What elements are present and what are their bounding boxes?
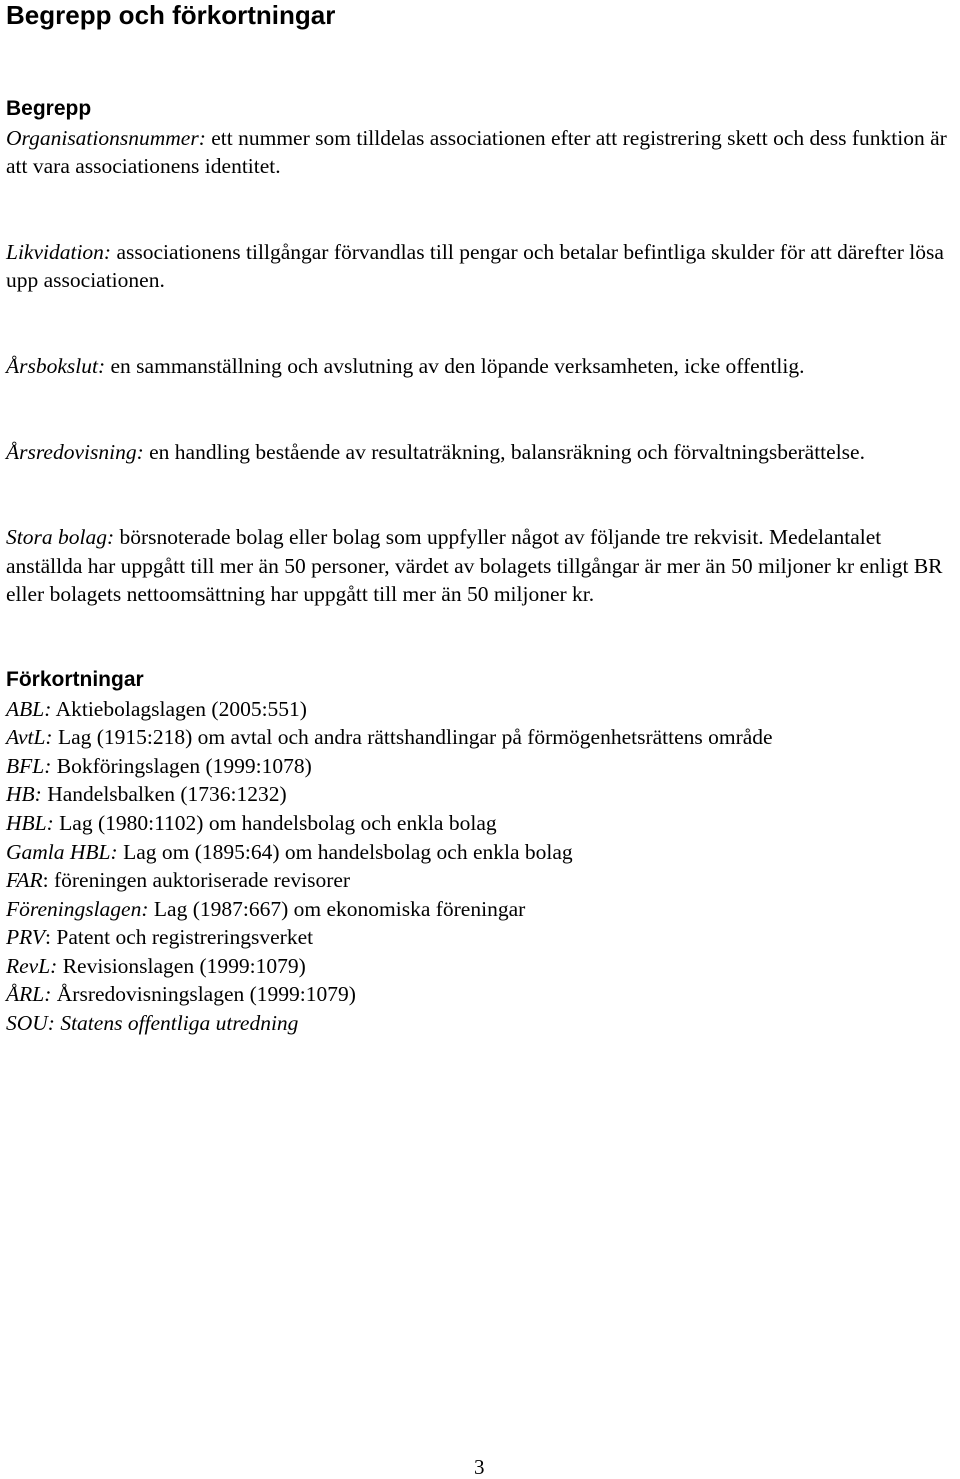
abbreviation-text: Bokföringslagen (1999:1078): [51, 753, 312, 778]
abbreviation-text: : föreningen auktoriserade revisorer: [42, 868, 351, 893]
abbreviation-term: Föreningslagen:: [6, 896, 149, 921]
definition-term: Årsbokslut:: [6, 353, 106, 378]
definition-text: en handling bestående av resultaträkning, balansräkning och förvaltningsberättelse.: [143, 439, 865, 464]
definition-item: [6, 238, 956, 295]
forkortningar-section: [6, 666, 956, 1038]
abbreviation-term: SOU: Statens offentliga utredning: [6, 1011, 299, 1036]
abbreviation-term: PRV: [6, 925, 46, 950]
abbreviation-term: HBL:: [6, 810, 54, 835]
definition-term: Stora bolag:: [6, 525, 115, 550]
definition-term: Organisationsnummer:: [6, 125, 206, 150]
abbreviation-term: AvtL:: [6, 725, 53, 750]
definition-text: en sammanställning och avslutning av den löpande verksamheten, icke offentlig.: [105, 353, 805, 378]
abbreviation-text: Lag om (1895:64) om handelsbolag och enkla bolag: [117, 839, 573, 864]
definition-item: [6, 438, 956, 467]
abbreviation-item: [6, 895, 956, 924]
abbreviation-item: [6, 723, 956, 752]
abbreviation-term: ABL:: [6, 696, 52, 721]
definition-item: [6, 523, 956, 609]
abbreviation-term: FAR: [6, 868, 43, 893]
abbreviation-term: Gamla HBL:: [6, 839, 118, 864]
abbreviation-text: : Patent och registreringsverket: [45, 925, 314, 950]
abbreviation-text: Lag (1915:218) om avtal och andra rättshandlingar på förmögenhetsrättens område: [52, 725, 773, 750]
abbreviation-text: Lag (1987:667) om ekonomiska föreningar: [148, 896, 526, 921]
abbreviation-item: [6, 838, 956, 867]
document-body: [6, 95, 956, 1038]
definition-text: associationens tillgångar förvandlas till pengar och betalar befintliga skulder för att därefter lösa upp associationen.: [6, 239, 944, 293]
abbreviation-text: Årsredovisningslagen (1999:1079): [51, 982, 356, 1007]
definition-term: Likvidation:: [6, 239, 112, 264]
begrepp-heading: Begrepp: [6, 97, 92, 120]
abbreviation-item: [6, 780, 956, 809]
abbreviation-term: HB:: [6, 782, 42, 807]
abbreviation-item: [6, 1009, 956, 1038]
abbreviation-item: [6, 752, 956, 781]
page-number: 3: [474, 1455, 485, 1479]
abbreviation-term: ÅRL:: [6, 982, 52, 1007]
abbreviation-text: Lag (1980:1102) om handelsbolag och enkla bolag: [53, 810, 497, 835]
abbreviation-text: Handelsbalken (1736:1232): [41, 782, 287, 807]
begrepp-list: [6, 124, 956, 609]
abbreviation-term: BFL:: [6, 753, 52, 778]
abbreviation-item: [6, 980, 956, 1009]
definition-item: [6, 124, 956, 181]
abbreviation-item: [6, 952, 956, 981]
abbreviation-text: Aktiebolagslagen (2005:551): [51, 696, 307, 721]
definition-text: ett nummer som tilldelas associationen efter att registrering skett och dess funktion är att vara associationens identitet.: [6, 125, 947, 179]
abbreviation-term: RevL:: [6, 953, 58, 978]
forkortningar-heading: Förkortningar: [6, 667, 144, 691]
abbreviation-item: [6, 866, 956, 895]
definition-term: Årsredovisning:: [6, 439, 144, 464]
abbreviation-item: [6, 809, 956, 838]
abbreviation-text: Revisionslagen (1999:1079): [57, 953, 306, 978]
abbreviation-item: [6, 695, 956, 724]
abbreviation-item: [6, 923, 956, 952]
definition-text: börsnoterade bolag eller bolag som uppfyller något av följande tre rekvisit. Medelantalet anställda har uppgått till mer än 50 personer, värdet av bolagets tillgångar är mer än 50 miljoner kr enligt BR eller bolagets nettoomsättning har uppgått till mer än 50 miljoner kr.: [6, 525, 943, 607]
page-title: Begrepp och förkortningar: [6, 0, 336, 30]
definition-item: [6, 352, 956, 381]
